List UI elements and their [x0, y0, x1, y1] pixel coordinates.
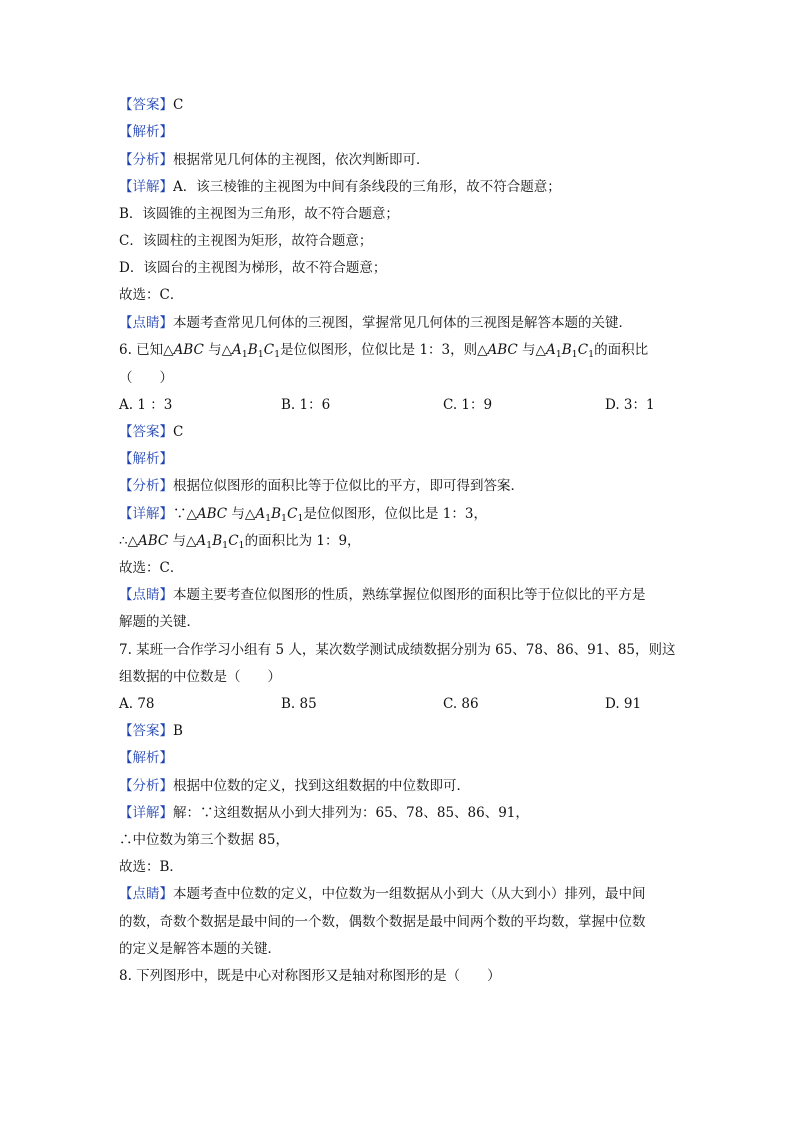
q5-dianjing: 本题考查常见几何体的三视图，掌握常见几何体的三视图是解答本题的关键． — [173, 315, 632, 331]
answer-tag: 【答案】 — [119, 723, 173, 739]
dianjing-tag: 【点睛】 — [119, 315, 173, 331]
q7-analysis-line — [119, 749, 173, 767]
q6-option-d: D. 3：1 — [605, 397, 655, 413]
q7-detail-line-1: 【详解】解：∵这组数据从小到大排列为：65、78、85、86、91， — [119, 805, 529, 821]
dianjing-tag: 【点睛】 — [119, 886, 173, 902]
q6-answer: C — [173, 424, 184, 440]
q6-paren: （ ） — [119, 370, 173, 386]
q6-stem-line: 6. 已知△ABC 与$\triangle A_1B_1C_1$是位似图形，位似比是 1：3，则△ABC 与$\triangle A_1B_1C_1$的面积比 — [119, 342, 649, 360]
q5-answer-line — [119, 96, 183, 114]
analysis-tag: 【解析】 — [119, 750, 173, 766]
q5-choose-line: 故选：C． — [119, 287, 184, 303]
q6-dianjing-line-2: 解题的关键． — [119, 614, 200, 630]
q7-choose-line: 故选：B． — [119, 859, 183, 875]
q7-answer-line — [119, 722, 183, 740]
q6-choose-line: 故选：C． — [119, 560, 184, 576]
dianjing-tag: 【点睛】 — [119, 587, 173, 603]
q7-option-c: C. 86 — [443, 696, 479, 712]
q6-detail-line-2: ∴△ABC 与$\triangle A_1B_1C_1$的面积比为 1：9， — [119, 533, 361, 551]
xiangjie-tag: 【详解】 — [119, 805, 173, 821]
q5-detail-line-2: B．该圆锥的主视图为三角形，故不符合题意； — [119, 206, 399, 222]
q6-option-a: A. 1 ：3 — [119, 397, 173, 413]
analysis-tag: 【解析】 — [119, 124, 173, 140]
q5-detail-line-3: C．该圆柱的主视图为矩形，故符合题意； — [119, 233, 373, 249]
answer-tag: 【答案】 — [119, 424, 173, 440]
q7-stem-line-1: 7. 某班一合作学习小组有 5 人，某次数学测试成绩数据分别为 65、78、86、91、85，则这 — [119, 642, 676, 658]
answer-tag: 【答案】 — [119, 97, 173, 113]
q6-option-c: C. 1：9 — [443, 397, 493, 413]
analysis-tag: 【解析】 — [119, 451, 173, 467]
xiangjie-tag: 【详解】 — [119, 179, 173, 195]
q7-answer: B — [173, 723, 183, 739]
q6-option-b: B. 1：6 — [281, 397, 331, 413]
q7-dianjing-line-2: 的数，奇数个数据是最中间的一个数，偶数个数据是最中间两个数的平均数，掌握中位数 — [119, 914, 646, 930]
q7-detail-line-2: ∴中位数为第三个数据 85， — [119, 832, 289, 848]
q7-option-b: B. 85 — [281, 696, 317, 712]
q5-detail-1: A．该三棱锥的主视图为中间有条线段的三角形，故不符合题意； — [173, 179, 561, 195]
q5-detail-line-1 — [119, 178, 561, 196]
q6-fenxi-line — [119, 477, 524, 495]
fenxi-tag: 【分析】 — [119, 152, 173, 168]
q5-dianjing-line — [119, 314, 632, 332]
xiangjie-tag: 【详解】 — [119, 506, 173, 522]
q6-detail-line-1: 【详解】∵△ABC 与$\triangle A_1B_1C_1$是位似图形，位似比是 1：3， — [119, 506, 487, 524]
q5-analysis-line — [119, 123, 173, 141]
q6-answer-line — [119, 423, 183, 441]
q6-dianjing-line-1: 【点睛】本题主要考查位似图形的性质，熟练掌握位似图形的面积比等于位似比的平方是 — [119, 587, 646, 603]
q7-dianjing-line-3: 的定义是解答本题的关键． — [119, 941, 281, 957]
q5-fenxi-line — [119, 151, 430, 169]
fenxi-tag: 【分析】 — [119, 778, 173, 794]
q6-analysis-line — [119, 450, 173, 468]
q7-stem-line-2: 组数据的中位数是（ ） — [119, 669, 281, 685]
q5-answer: C — [173, 97, 184, 113]
q5-detail-line-4: D．该圆台的主视图为梯形，故不符合题意； — [119, 260, 387, 276]
q6-fenxi: 根据位似图形的面积比等于位似比的平方，即可得到答案． — [173, 478, 524, 494]
q7-dianjing-line-1: 【点睛】本题考查中位数的定义，中位数为一组数据从小到大（从大到小）排列，最中间 — [119, 886, 646, 902]
q7-fenxi-line — [119, 777, 470, 795]
q7-option-d: D. 91 — [605, 696, 642, 712]
q7-fenxi: 根据中位数的定义，找到这组数据的中位数即可． — [173, 778, 470, 794]
fenxi-tag: 【分析】 — [119, 478, 173, 494]
q8-stem-line: 8. 下列图形中，既是中心对称图形又是轴对称图形的是（ ） — [119, 968, 501, 984]
q7-option-a: A. 78 — [119, 696, 155, 712]
q5-fenxi: 根据常见几何体的主视图，依次判断即可． — [173, 152, 430, 168]
